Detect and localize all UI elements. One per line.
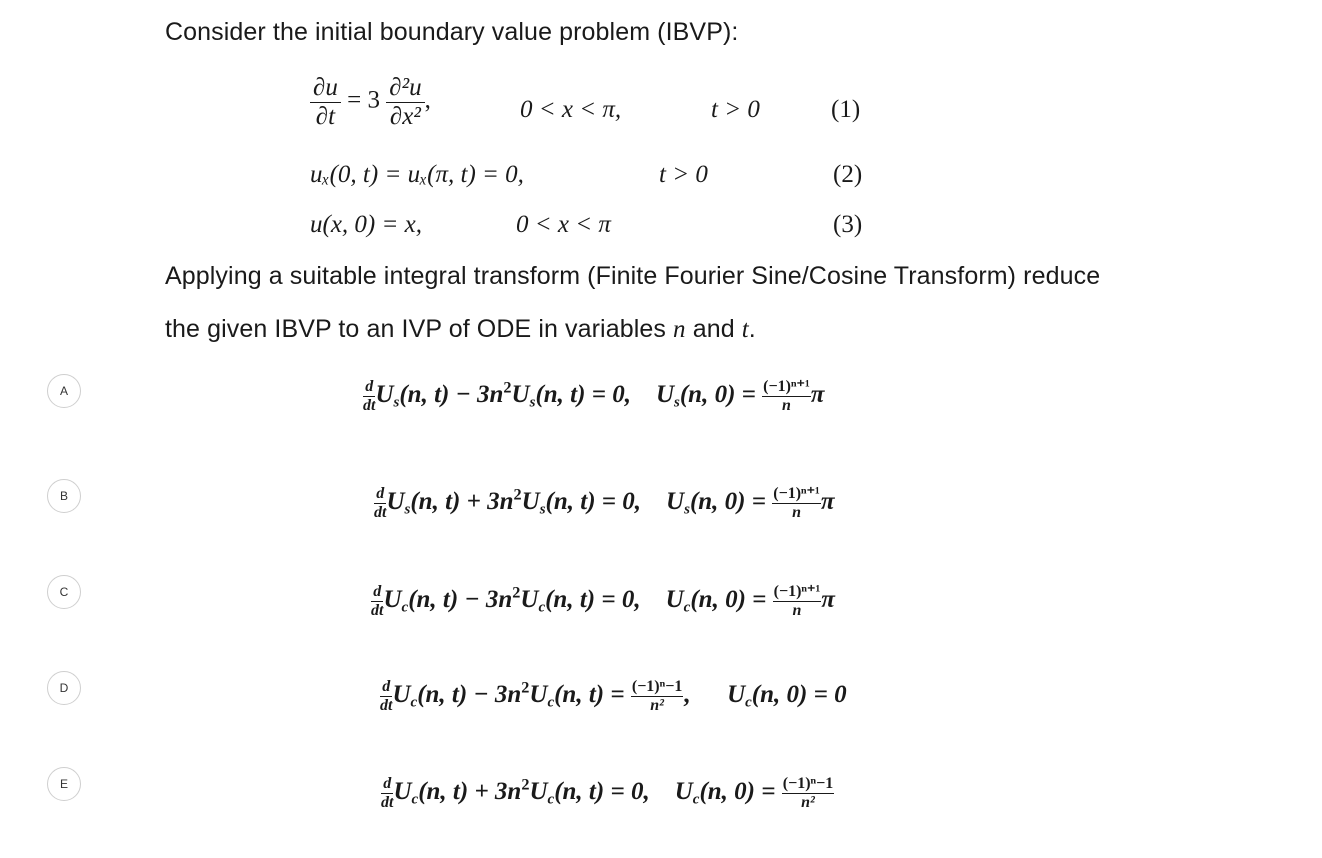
option-c-sub: c: [401, 599, 409, 616]
option-e-ic-den: n²: [801, 793, 815, 811]
option-c-ic-sub: c: [683, 599, 691, 616]
option-c-ic-fraction: [773, 583, 822, 619]
option-b-d-den: dt: [374, 503, 387, 521]
eq2-time: t > 0: [659, 161, 708, 188]
eq3-number: (3): [833, 211, 863, 238]
option-d-ic-sub: c: [745, 694, 752, 711]
option-c-d-num: d: [371, 583, 383, 602]
option-b-sub2: s: [539, 501, 546, 518]
option-d-rhs-fraction: [631, 678, 683, 714]
option-a-radio[interactable]: A: [47, 374, 81, 408]
option-c-derivative: [371, 583, 383, 619]
option-a-fn: U: [375, 380, 394, 408]
eq1-rhs-denominator: ∂x²: [389, 102, 421, 130]
option-e-ic-fraction: [782, 775, 834, 811]
option-c-fn: U: [383, 585, 402, 613]
equation-3: u(x, 0) = x,: [310, 211, 422, 238]
instruction-prefix: the given IBVP to an IVP of ODE in variables: [165, 315, 666, 343]
option-c-ic-num: (−1)ⁿ⁺¹: [773, 583, 821, 600]
option-d-fn: U: [392, 680, 411, 708]
option-b-ic-den: n: [792, 503, 801, 521]
instruction-and: and: [692, 315, 735, 343]
equation-2: uₓ(0, t) = uₓ(π, t) = 0,: [310, 161, 524, 188]
instruction-var-t: t: [741, 316, 749, 343]
eq1-time: t > 0: [711, 96, 760, 123]
option-e-d-num: d: [381, 775, 393, 794]
option-e-ode-rest: (n, t) + 3n: [418, 777, 522, 805]
d2u-dx2-fraction: [386, 74, 424, 130]
option-c-sub2: c: [538, 599, 546, 616]
eq1-rhs-numerator: ∂²u: [386, 74, 424, 103]
option-a-ic-sub: s: [674, 394, 680, 411]
option-d[interactable]: [0, 671, 1322, 761]
option-d-rhs-den: n²: [650, 696, 664, 714]
option-a-ic-fn: U: [655, 380, 675, 408]
option-e-ic-args: (n, 0) =: [699, 777, 776, 805]
option-d-ode-rest: (n, t) − 3n: [417, 680, 522, 708]
option-a-d-num: d: [363, 378, 375, 397]
option-b-d-num: d: [374, 485, 386, 504]
eq2-number: (2): [833, 161, 863, 188]
option-a-ic-args: (n, 0) =: [679, 380, 756, 408]
option-e-radio[interactable]: E: [47, 767, 81, 801]
option-e-derivative: [381, 775, 393, 811]
option-b-sub: s: [404, 501, 411, 518]
eq1-lhs-denominator: ∂t: [315, 102, 336, 130]
option-b-ode-rest: (n, t) + 3n: [410, 487, 514, 515]
option-c-ic-den: n: [792, 601, 802, 619]
option-c-equation: $\frac{d}{dt}$ Uc(n, $t) - 3n^2Uc(n$, t) = 0, Uc(n, 0) = $\frac{\text{(−1)ⁿ⁺¹}}{n}$ π: [371, 583, 835, 619]
option-e-sub2: c: [547, 791, 555, 808]
instruction-line-1: Applying a suitable integral transform (Finite Fourier Sine/Cosine Transform) reduce: [165, 262, 1101, 290]
option-b-ic-args: (n, 0) =: [689, 487, 767, 515]
eq1-comma: ,: [424, 86, 431, 114]
option-c-ode-tail: (n, t) = 0,: [545, 585, 641, 613]
option-a-sub2: s: [529, 394, 536, 411]
option-c-d-den: dt: [371, 601, 384, 619]
instruction-period: .: [748, 315, 756, 343]
option-b-ic-num: (−1)ⁿ⁺¹: [773, 485, 820, 502]
option-c-fn2: U: [520, 585, 539, 613]
option-a-d-den: dt: [363, 396, 376, 414]
option-b-ic-tail: π: [820, 487, 835, 515]
option-b-fn: U: [386, 487, 405, 515]
instruction-var-n: n: [673, 316, 686, 343]
option-b-equation: $\frac{d}{dt}$ Us(n, $t) + 3n^2Us(n$, t) = 0, Us(n, 0) = $\frac{\text{(−1)ⁿ⁺¹}}{n}$ π: [374, 485, 835, 521]
option-c-ic-fn: U: [665, 585, 684, 613]
option-a-equation: $\frac{d}{dt}$ Us(n, $t) - 3n^2Us(n$, t) = 0, Us(n, 0) = $\frac{\text{(−1)ⁿ⁺¹}}{n}$ π: [363, 378, 825, 414]
option-d-rhs-tail: ,: [683, 680, 690, 708]
option-b-derivative: [374, 485, 386, 521]
option-e-fn2: U: [529, 777, 548, 805]
option-b-ode-tail: (n, t) = 0,: [545, 487, 642, 515]
option-d-sub: c: [410, 694, 418, 711]
option-a[interactable]: [0, 374, 1322, 464]
eq1-number: (1): [831, 96, 861, 123]
option-a-ic-den: n: [782, 396, 791, 414]
option-a-fn2: U: [511, 380, 530, 408]
option-a-ic-num: (−1)ⁿ⁺¹: [763, 378, 810, 395]
eq1-coefficient: = 3: [347, 86, 380, 114]
option-b-ic-fn: U: [666, 487, 685, 515]
option-d-sub2: c: [547, 694, 555, 711]
option-a-ode-rest: (n, t) − 3n: [399, 380, 504, 408]
option-d-ic-args: (n, 0) = 0: [751, 680, 847, 708]
question-intro: Consider the initial boundary value problem (IBVP):: [165, 18, 739, 46]
option-b-ic-fraction: [772, 485, 821, 521]
eq1-domain: 0 < x < π,: [520, 96, 622, 123]
option-b-fn2: U: [521, 487, 540, 515]
option-d-radio[interactable]: D: [47, 671, 81, 705]
instruction-line-2: [165, 315, 756, 344]
option-d-d-num: d: [380, 678, 392, 697]
option-a-ic-fraction: [762, 378, 811, 414]
option-c-radio[interactable]: C: [47, 575, 81, 609]
option-d-fn2: U: [529, 680, 548, 708]
option-d-ic-fn: U: [727, 680, 746, 708]
option-e[interactable]: [0, 767, 1322, 857]
option-e-ic-sub: c: [692, 791, 700, 808]
option-d-rhs-num: (−1)ⁿ−1: [631, 678, 683, 695]
option-a-derivative: [363, 378, 375, 414]
option-b-radio[interactable]: B: [47, 479, 81, 513]
option-a-ode-tail: (n, t) = 0,: [535, 380, 631, 408]
option-e-ic-fn: U: [674, 777, 693, 805]
option-e-d-den: dt: [381, 793, 394, 811]
option-b-ic-sub: s: [684, 501, 690, 518]
option-d-derivative: [380, 678, 392, 714]
option-c-ode-rest: (n, t) − 3n: [408, 585, 513, 613]
option-a-sub: s: [393, 394, 400, 411]
option-e-fn: U: [393, 777, 412, 805]
du-dt-fraction: [310, 74, 341, 130]
option-e-sub: c: [411, 791, 419, 808]
eq3-domain: 0 < x < π: [516, 211, 611, 238]
option-d-equation: $\frac{d}{dt}$ Uc(n, $t) - 3n^2Uc(n$, t) = $\frac{\text{(−1)ⁿ−1}}{\text{n²}}$ , Uc(n, 0) = 0: [380, 678, 847, 714]
option-c-ic-tail: π: [821, 585, 835, 613]
equation-1: [310, 74, 431, 130]
eq1-lhs-numerator: ∂u: [310, 74, 341, 103]
option-e-ode-tail: (n, t) = 0,: [554, 777, 650, 805]
option-a-ic-tail: π: [810, 380, 825, 408]
option-b[interactable]: [0, 479, 1322, 569]
option-c-ic-args: (n, 0) =: [690, 585, 767, 613]
option-d-d-den: dt: [380, 696, 393, 714]
option-e-ic-num: (−1)ⁿ−1: [782, 775, 834, 792]
option-c[interactable]: [0, 575, 1322, 665]
option-e-equation: $\frac{d}{dt}$ Uc(n, $t) + 3n^2Uc(n$, t) = 0, Uc(n, 0) = $\frac{\text{(−1)ⁿ−1}}{\text{n²}}$: [381, 775, 834, 811]
option-d-ode-tail: (n, t) =: [554, 680, 625, 708]
